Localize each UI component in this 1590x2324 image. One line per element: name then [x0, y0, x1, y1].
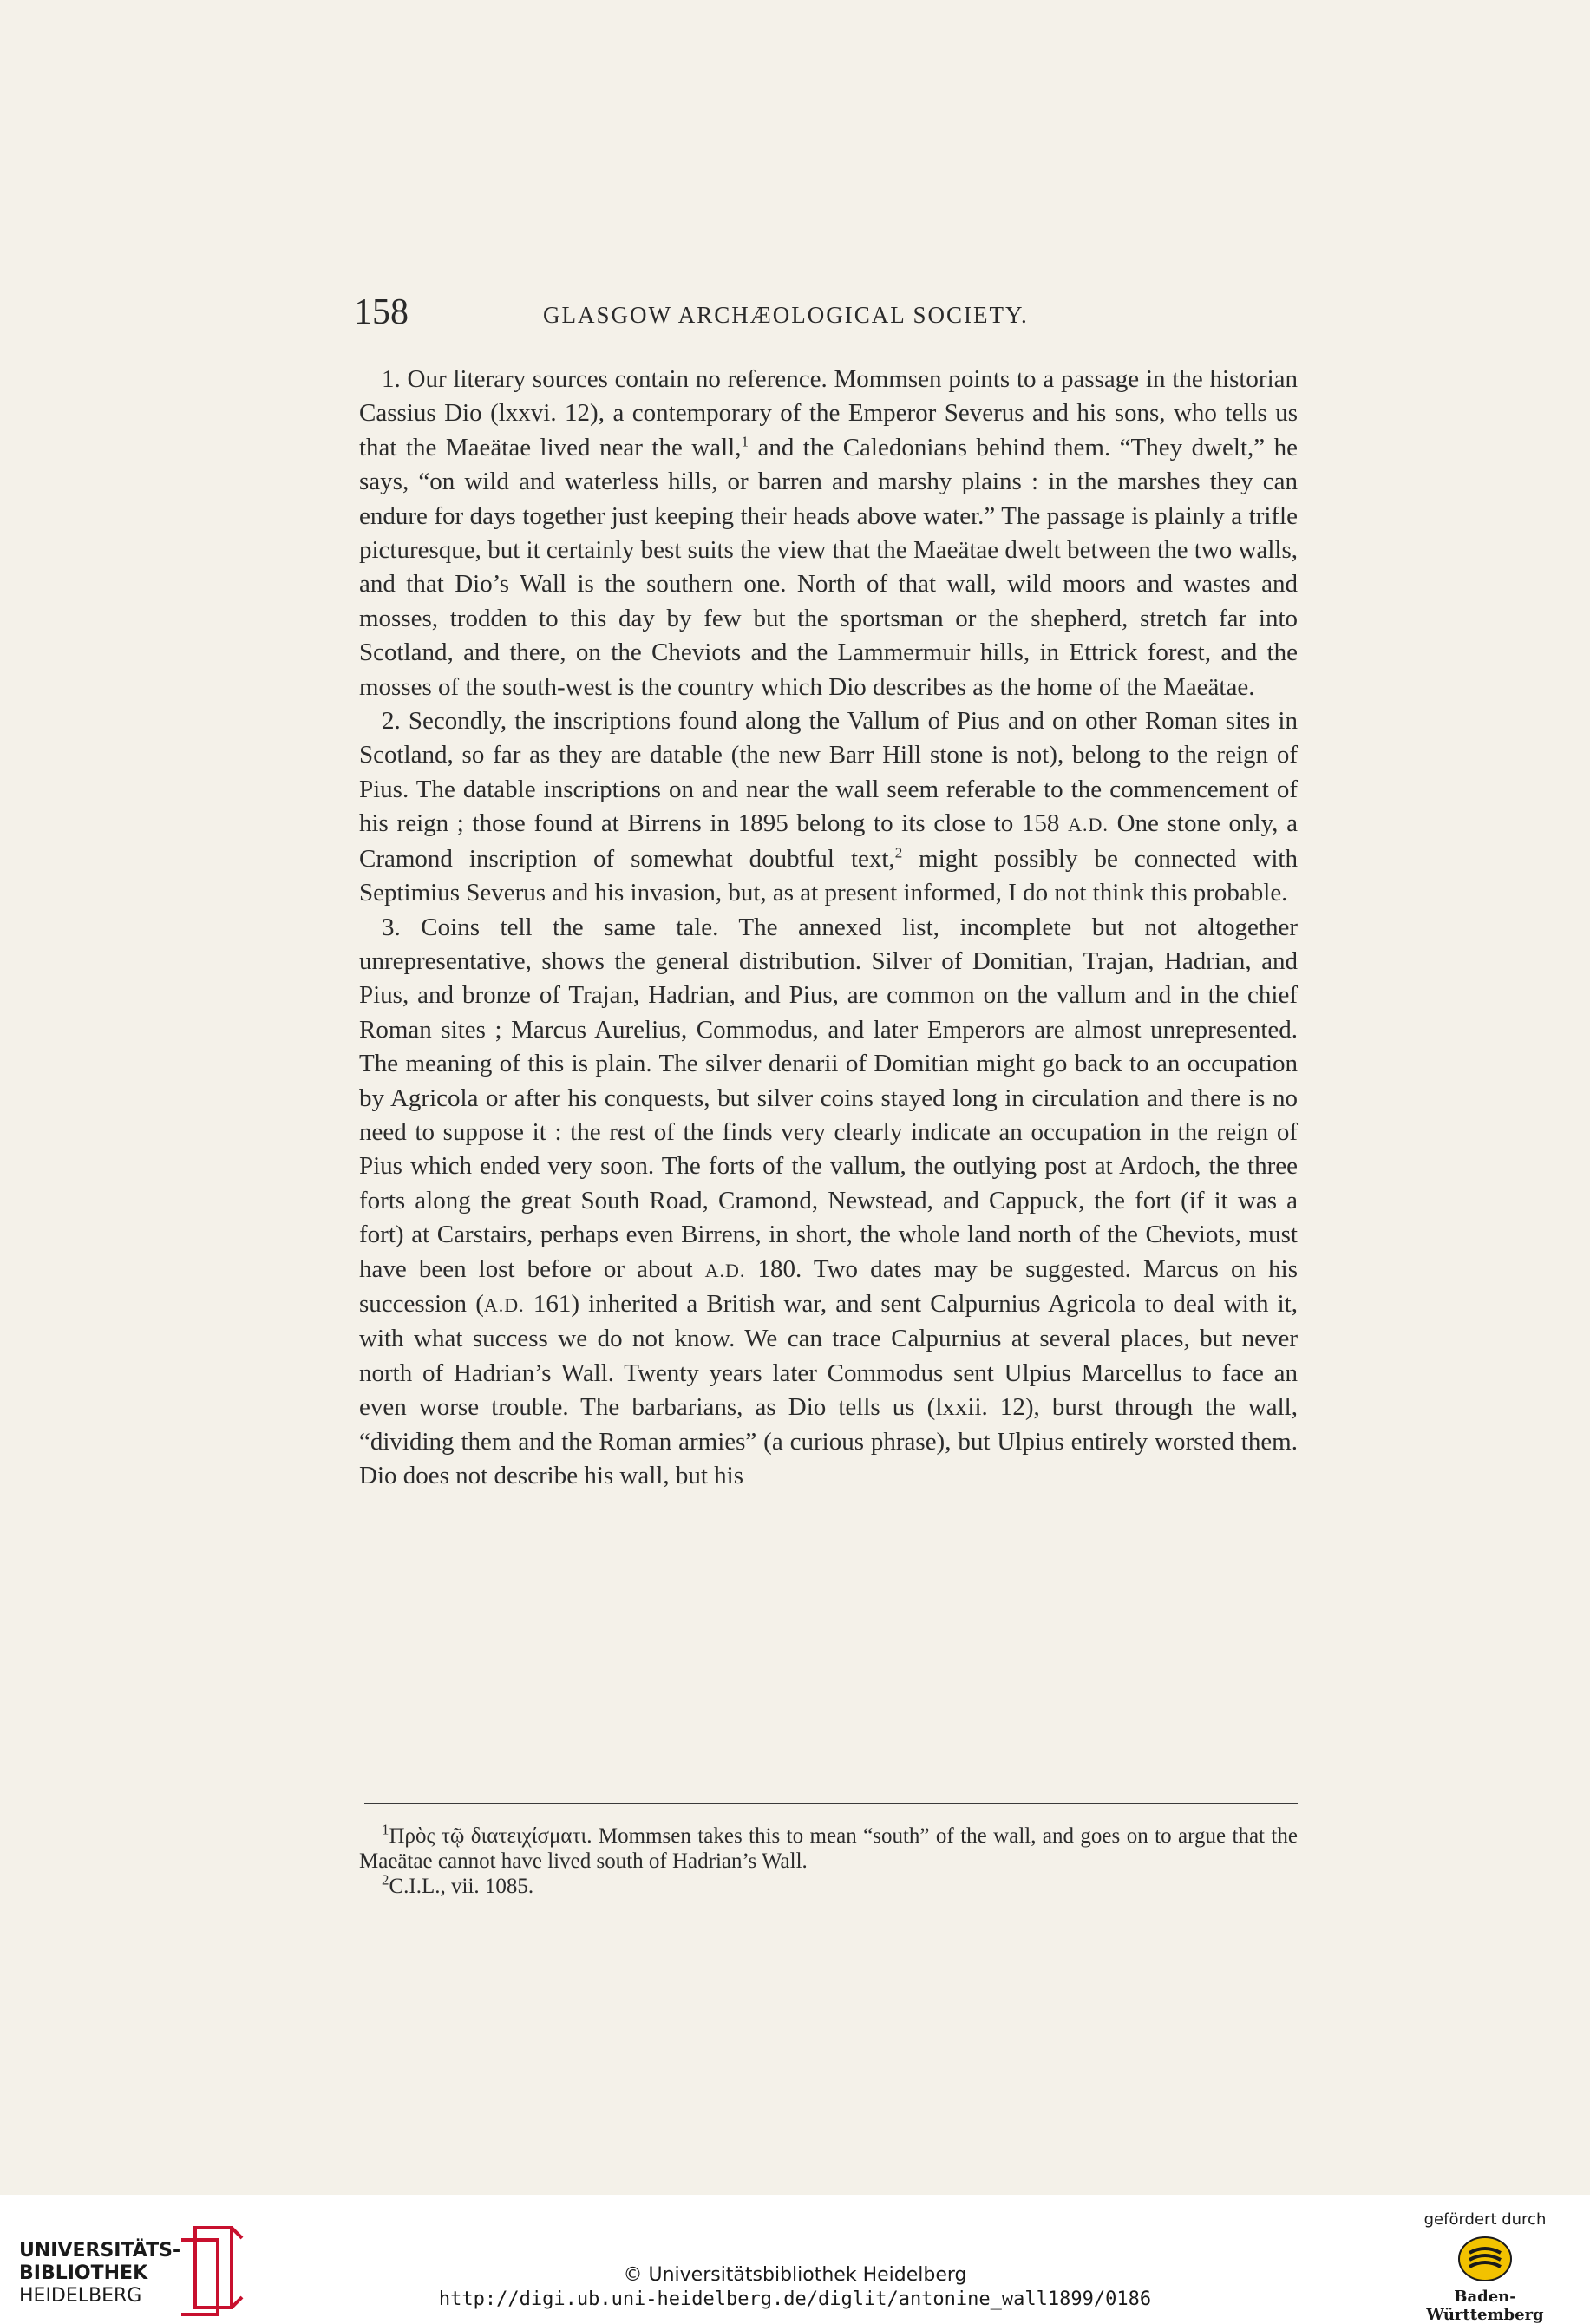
footnote-1-mark: 1 [382, 1821, 389, 1838]
footnote-ref-1: 1 [741, 433, 749, 450]
paragraph-2-text-c: might possibly be connected with Septimius Severus and his invasion, but, as at present informed, I do not think this probable. [359, 844, 1298, 907]
body-text [359, 363, 1298, 1493]
copyright-notice: © Universitätsbibliothek Heidelberg [623, 2264, 967, 2286]
permalink[interactable]: http://digi.ub.uni-heidelberg.de/diglit/antonine_wall1899/0186 [438, 2288, 1152, 2310]
era-abbrev: A.D. [704, 1259, 746, 1281]
paragraph-2-text-a: 2. Secondly, the inscriptions found along the Vallum of Pius and on other Roman sites in Scotland, so far as they are datable (the new Barr Hill stone is not), belong to the reign of Pius. The datable inscriptions on and near the wall seem referable to the commencement of his reign ; those found at Birrens in 1895 belong to its close to 158 [359, 707, 1298, 838]
paragraph-1-text-a: 1. Our literary sources contain no reference. Mommsen points to a passage in the historian Cassius Dio (lxxvi. 12), a contemporary of the Emperor Severus and his sons, who tells us that the Maeätae lived near the wall, [359, 365, 1298, 462]
library-name-line-2: BIBLIOTHEK [19, 2262, 148, 2284]
sponsor-block [1403, 2210, 1567, 2324]
footnote-1 [359, 1823, 1298, 1874]
library-name-line-3: HEIDELBERG [19, 2285, 142, 2307]
paragraph-2 [359, 704, 1298, 910]
paragraph-3-text-b: 180. Two dates may be suggested. Marcus on his succession ( [359, 1254, 1299, 1318]
library-name-line-1: UNIVERSITÄTS- [19, 2240, 181, 2262]
footnote-2 [359, 1871, 1298, 1899]
footnotes [359, 1823, 1298, 1899]
state-emblem-icon [1457, 2236, 1513, 2282]
footnote-1-greek: Πρὸς τῷ διατειχίσματι. [389, 1824, 592, 1848]
digitization-footer [0, 2195, 1590, 2324]
page-number: 158 [354, 292, 409, 332]
footnote-divider [364, 1803, 1298, 1804]
footnote-2-mark: 2 [382, 1871, 389, 1889]
footnote-1-text: Mommsen takes this to mean “south” of the wall, and goes on to argue that the Maeätae cannot have lived south of Hadrian’s Wall. [359, 1824, 1298, 1873]
sponsor-label: gefördert durch [1423, 2210, 1547, 2229]
paragraph-3-text-a: 3. Coins tell the same tale. The annexed list, incomplete but not altogether unrepresentative, shows the general distribution. Silver of Domitian, Trajan, Hadrian, and Pius, and bronze of Trajan, Hadrian, and Pius, are common on the vallum and in the chief Roman sites ; Marcus Aurelius, Commodus, and later Emperors are almost unrepresented. The meaning of this is plain. The silver denarii of Domitian might go back to an occupation by Agricola or after his conquests, but silver coins stayed long in circulation and there is no need to suppose it : the rest of the finds very clearly indicate an occupation in the reign of Pius which ended very soon. The forts of the vallum, the outlying post at Ardoch, the three forts along the great South Road, Cramond, Newstead, and Cappuck, the fort (if it was a fort) at Carstairs, perhaps even Birrens, in short, the whole land north of the Cheviots, must have been lost before or about [359, 913, 1298, 1283]
paragraph-1-text-b: and the Caledonians behind them. “They dwelt,” he says, “on wild and waterless hills, or barren and marshy plains : in the marshes they can endure for days together just keeping their heads above water.” The passage is plainly a trifle picturesque, but it certainly best suits the view that the Maeätae dwelt between the two walls, and that Dio’s Wall is the southern one. North of that wall, wild moors and wastes and mosses, trodden to this day by few but the sportsman or the shepherd, stretch far into Scotland, and there, on the Cheviots and the Lammermuir hills, in Ettrick forest, and the mosses of the south-west is the country which Dio describes as the home of the Maeätae. [359, 433, 1299, 701]
paragraph-3-text-c: 161) inherited a British war, and sent Calpurnius Agricola to deal with it, with what success we do not know. We can trace Calpurnius at several places, but never north of Hadrian’s Wall. Twenty years later Commodus sent Ulpius Marcellus to face an even worse trouble. The barbarians, as Dio tells us (lxxii. 12), burst through the wall, “dividing them and the Roman armies” (a curious phrase), but Ulpius entirely worsted them. Dio does not describe his wall, but his [359, 1289, 1298, 1489]
sponsor-name: Baden-Württemberg [1426, 2288, 1544, 2324]
footnote-ref-2: 2 [894, 844, 903, 861]
footnote-2-text: C.I.L., vii. 1085. [389, 1875, 534, 1898]
paragraph-1 [359, 363, 1298, 704]
page-header [354, 291, 1299, 344]
paragraph-3 [359, 911, 1298, 1494]
era-abbrev: A.D. [483, 1293, 525, 1316]
paragraph-2-text-b: One stone only, a Cramond inscription of somewhat doubtful text, [359, 809, 1298, 873]
running-title: GLASGOW ARCHÆOLOGICAL SOCIETY. [543, 302, 1029, 328]
era-abbrev: A.D. [1068, 814, 1109, 836]
